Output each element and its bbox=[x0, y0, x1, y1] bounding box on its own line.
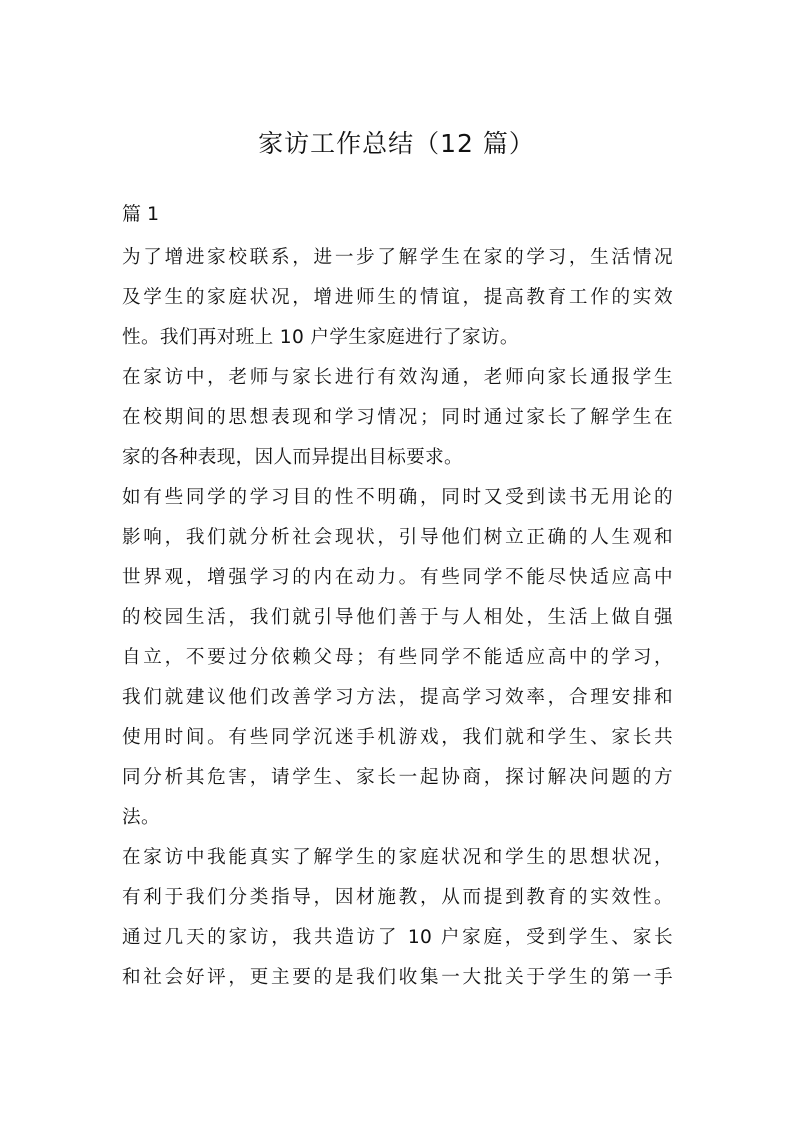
text-line: 影响，我们就分析社会现状，引导他们树立正确的人生观和 bbox=[122, 527, 673, 548]
text-line: 为了增进家校联系，进一步了解学生在家的学习，生活情况 bbox=[122, 247, 673, 268]
text-line: 有利于我们分类指导，因材施教，从而提到教育的实效性。 bbox=[122, 887, 673, 908]
text-line: 性。我们再对班上 10 户学生家庭进行了家访。 bbox=[122, 327, 519, 348]
section-heading: 篇 1 bbox=[122, 203, 160, 225]
text-line: 我们就建议他们改善学习方法，提高学习效率，合理安排和 bbox=[122, 687, 673, 708]
text-line: 在校期间的思想表现和学习情况；同时通过家长了解学生在 bbox=[122, 407, 673, 428]
text-line: 世界观，增强学习的内在动力。有些同学不能尽快适应高中 bbox=[122, 567, 673, 588]
text-line: 的校园生活，我们就引导他们善于与人相处，生活上做自强 bbox=[122, 607, 673, 628]
text-line: 自立，不要过分依赖父母；有些同学不能适应高中的学习， bbox=[122, 647, 673, 668]
text-line: 在家访中，老师与家长进行有效沟通，老师向家长通报学生 bbox=[122, 367, 673, 388]
text-line: 使用时间。有些同学沉迷手机游戏，我们就和学生、家长共 bbox=[122, 727, 673, 748]
document-body bbox=[122, 238, 682, 998]
text-line: 同分析其危害，请学生、家长一起协商，探讨解决问题的方 bbox=[122, 767, 673, 788]
document-title: 家访工作总结（12 篇） bbox=[258, 129, 535, 158]
text-line: 及学生的家庭状况，增进师生的情谊，提高教育工作的实效 bbox=[122, 287, 673, 308]
text-line: 和社会好评，更主要的是我们收集一大批关于学生的第一手 bbox=[122, 967, 673, 988]
text-line: 法。 bbox=[122, 807, 160, 828]
text-line: 在家访中我能真实了解学生的家庭状况和学生的思想状况， bbox=[122, 847, 673, 868]
text-line: 如有些同学的学习目的性不明确，同时又受到读书无用论的 bbox=[122, 487, 673, 508]
text-line: 通过几天的家访，我共造访了 10 户家庭，受到学生、家长 bbox=[122, 927, 673, 948]
text-line: 家的各种表现，因人而异提出目标要求。 bbox=[122, 447, 463, 468]
